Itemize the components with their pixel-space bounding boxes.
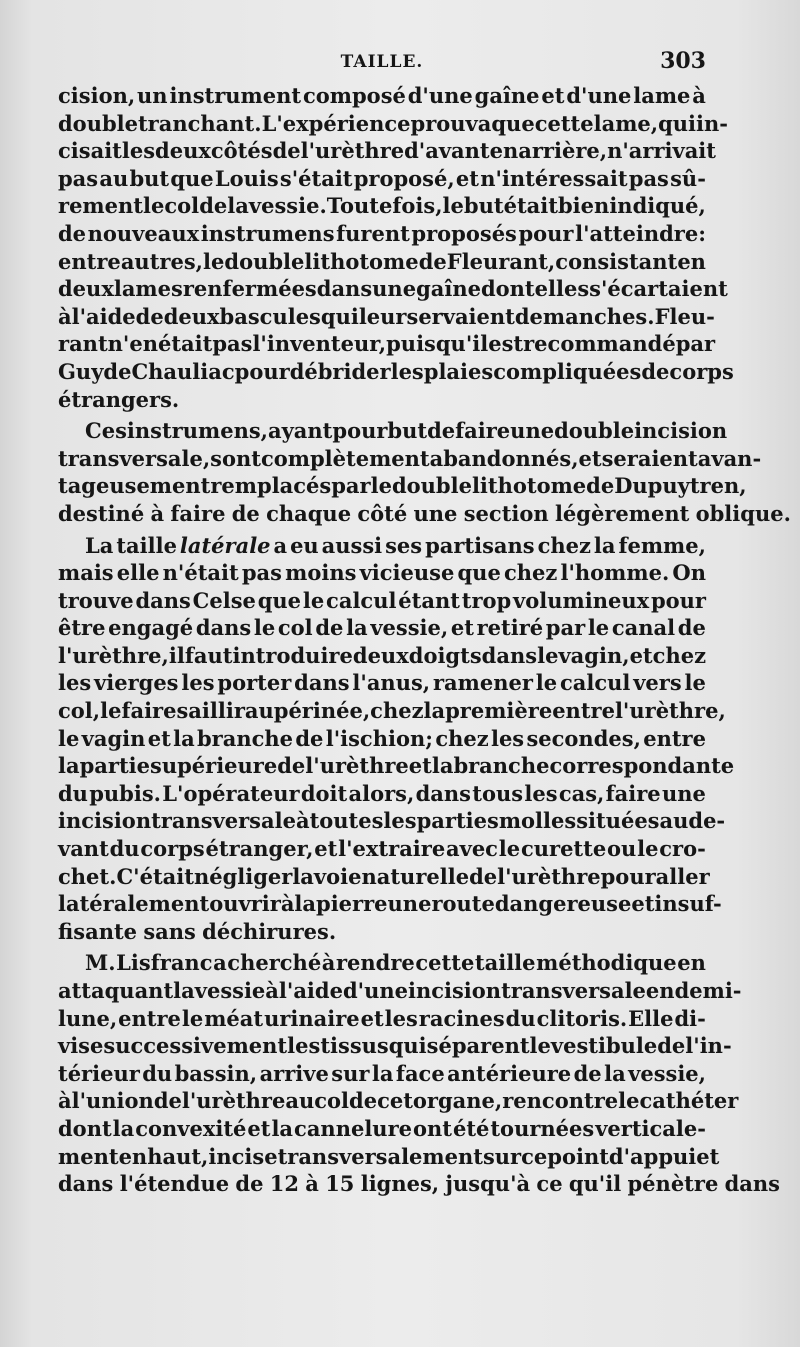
text-line: la partie supérieure de l'urèthre et la branche correspondante [58, 753, 735, 779]
body-text [58, 82, 791, 1198]
page-header [58, 46, 706, 76]
text-line: deux lames renfermées dans une gaîne dont elles s'écartaient [58, 276, 728, 302]
text-line: rement le col de la vessie. Toutefois, le but était bien indiqué, [58, 193, 706, 219]
text-line: col, le faire saillir au périnée, chez la première entre l'urèthre, [58, 698, 726, 724]
text-line: du pubis. L'opérateur doit alors, dans tous les cas, faire une [58, 780, 706, 806]
text-line: transversale, sont complètement abandonnés, et seraient avan- [58, 445, 762, 471]
text-line: La taille latérale a eu aussi ses partisans chez la femme, [85, 532, 706, 558]
text-line: Ces instrumens, ayant pour but de faire une double incision [85, 418, 728, 444]
text-line: dont la convexité et la cannelure ont été tournées verticale- [58, 1115, 706, 1141]
text-line: pas au but que Louis s'était proposé, et n'intéressait pas sû- [58, 165, 706, 191]
text-line: vant du corps étranger, et l'extraire avec le curette ou le cro- [58, 836, 706, 862]
text-line: térieur du bassin, arrive sur la face antérieure de la vessie, [58, 1060, 706, 1086]
text-line: vise successivement les tissus qui séparent le vestibule de l'in- [58, 1033, 732, 1059]
text-line: latéralement ouvrir à la pierre une route dangereuse et insuf- [58, 891, 722, 917]
text-line: à l'union de l'urèthre au col de cet organe, rencontre le cathéter [58, 1088, 739, 1114]
text-line: de nouveaux instrumens furent proposés pour l'atteindre: [58, 220, 706, 246]
text-line: trouve dans Celse que le calcul étant trop volumineux pour [58, 587, 706, 613]
text-line: mais elle n'était pas moins vicieuse que chez l'homme. On [58, 560, 706, 586]
text-line: chet. C'était négliger la voie naturelle de l'urèthre pour aller [58, 863, 710, 889]
text-line: Guy de Chauliac pour débrider les plaies compliquées de corps [58, 358, 734, 384]
text-line: destiné à faire de chaque côté une section légèrement oblique. [58, 500, 791, 526]
text-line: entre autres, le double lithotome de Fleurant, consistant en [58, 248, 706, 274]
text-line: dans l'étendue de 12 à 15 lignes, jusqu'à ce qu'il pénètre dans [58, 1171, 780, 1197]
text-line: fisante sans déchirures. [58, 918, 337, 944]
text-line: attaquant la vessie à l'aide d'une incision transversale en demi- [58, 978, 742, 1003]
text-line: double tranchant. L'expérience prouva que cette lame, qui in- [58, 110, 728, 136]
running-head: TAILLE. [340, 52, 424, 72]
text-line: cision, un instrument composé d'une gaîne et d'une lame à [58, 83, 706, 108]
text-line: cisait les deux côtés de l'urèthre d'avant en arrière, n'arrivait [58, 138, 716, 164]
text-line: tageusement remplacés par le double lithotome de Dupuytren, [58, 473, 747, 499]
text-line: incision transversale à toutes les parties molles situées au de- [58, 808, 726, 834]
text-line: M. Lisfranc a cherché à rendre cette taille méthodique en [85, 950, 706, 976]
text-line: les vierges les porter dans l'anus, ramener le calcul vers le [58, 670, 706, 696]
text-line: étrangers. [58, 386, 180, 412]
text-line: le vagin et la branche de l'ischion; chez les secondes, entre [58, 725, 706, 751]
page-number: 303 [660, 48, 706, 74]
text-line: à l'aide de deux bascules qui leur servaient de manches. Fleu- [58, 303, 715, 329]
text-line: être engagé dans le col de la vessie, et retiré par le canal de [58, 615, 706, 641]
text-line: lune, entre le méat urinaire et les racines du clitoris. Elle di- [58, 1005, 706, 1031]
text-line: l'urèthre, il faut introduire deux doigts dans le vagin, et chez [58, 642, 706, 668]
text-line: ment en haut, incise transversalement sur ce point d'appui et [58, 1143, 720, 1169]
text-line: rant n'en était pas l'inventeur, puisqu'il est recommandé par [58, 331, 716, 357]
